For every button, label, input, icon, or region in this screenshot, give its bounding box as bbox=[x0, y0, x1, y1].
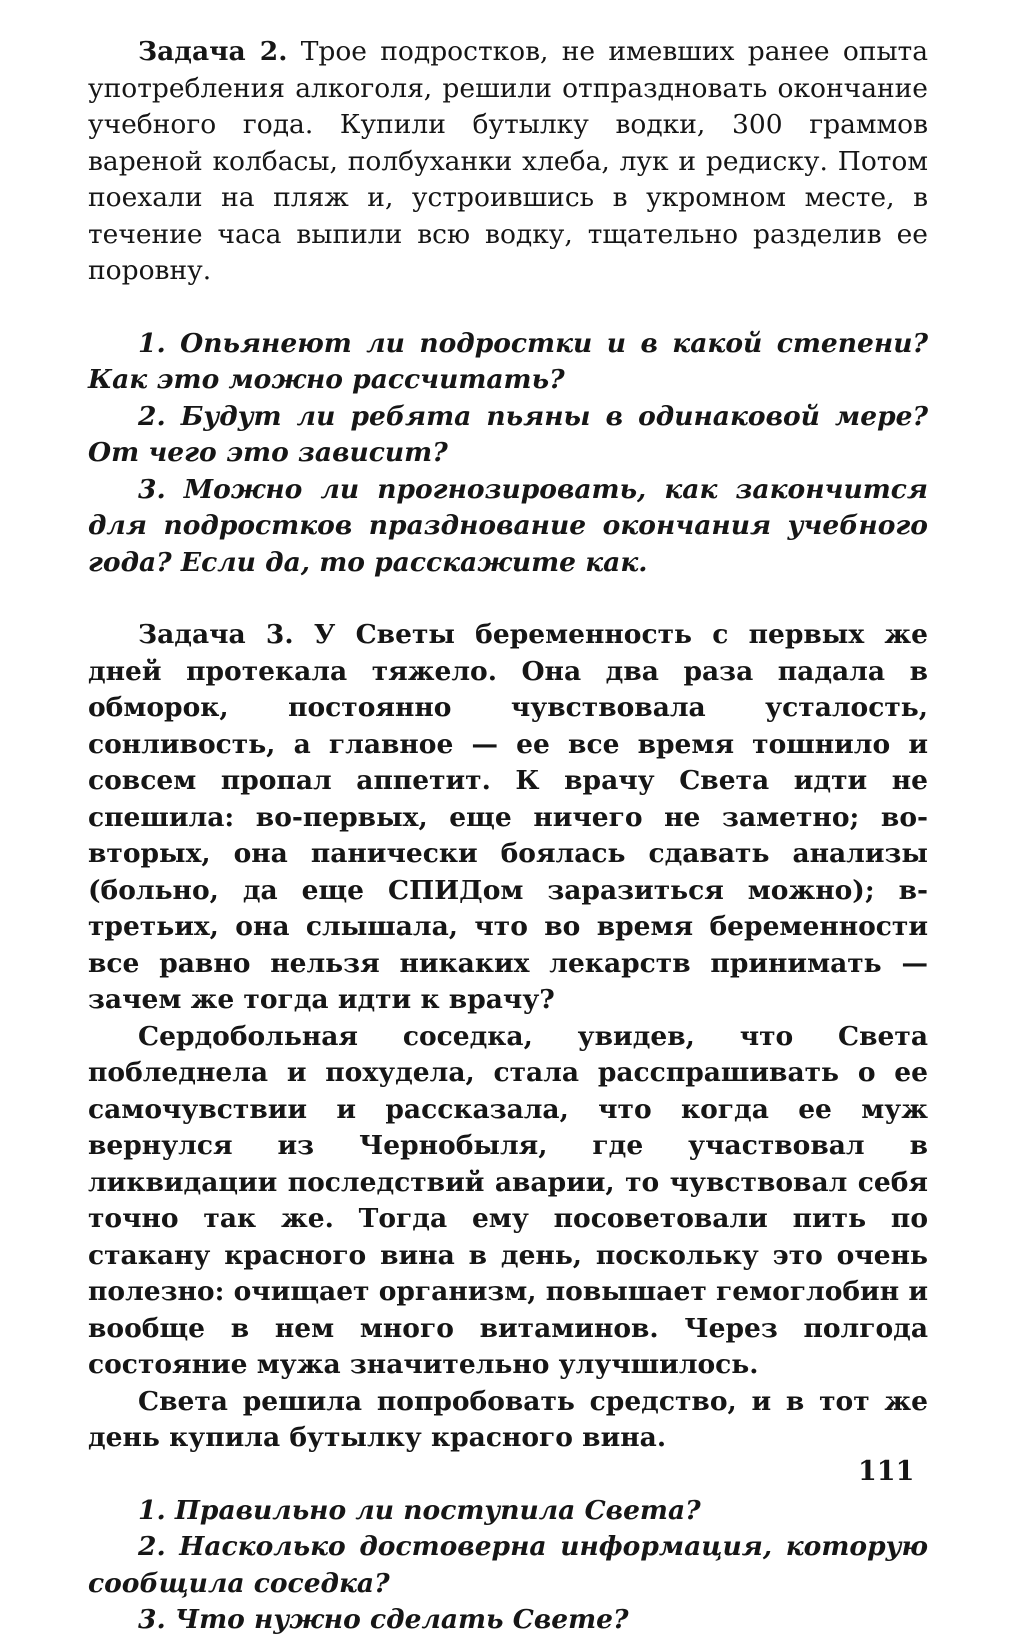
task-3-question-1: 1. Правильно ли поступила Света? bbox=[138, 1494, 701, 1526]
task-2-question-3: 3. Можно ли прогнозировать, как закончится для подростков празднование окончания учебного года? Если да, то расскажите как. bbox=[88, 473, 928, 578]
task-3-title: Задача 3. bbox=[138, 619, 294, 650]
page-number: 111 bbox=[858, 1456, 915, 1487]
task-3-question-3: 3. Что нужно сделать Свете? bbox=[138, 1604, 629, 1635]
task-2-question-2: 2. Будут ли ребята пьяны в одинаковой мере? От чего это зависит? bbox=[88, 400, 928, 468]
task-2-question-1: 1. Опьянеют ли подростки и в какой степени? Как это можно рассчитать? bbox=[88, 327, 928, 395]
spacer bbox=[88, 581, 928, 617]
task-3-text-1: У Светы беременность с первых же дней протекала тяжело. Она два раза падала в обморок, постоянно чувствовала усталость, сонливость, а главное — ее все время тошнило и совсем пропал аппетит. К врачу Света идти не спешила: во-первых, еще ничего не заметно; во-вторых, она панически боялась сдавать анализы (больно, да еще СПИДом заразиться можно); в-третьих, она слышала, что во время беременности все равно нельзя никаких лекарств принимать — зачем же тогда идти к врачу? bbox=[88, 619, 929, 1015]
task-2-text: Трое подростков, не имевших ранее опыта употребления алкоголя, решили отпраздновать окончание учебного года. Купили бутылку водки, 300 граммов вареной колбасы, полбуханки хлеба, лук и редиску. Потом поехали на пляж и, устроившись в укромном месте, в течение часа выпили всю водку, тщательно разделив ее поровну. bbox=[88, 36, 929, 286]
task-3-question-2: 2. Насколько достоверна информация, которую сообщила соседка? bbox=[88, 1531, 928, 1599]
spacer bbox=[88, 1457, 928, 1493]
page-body bbox=[88, 34, 928, 1639]
task-3-paragraph-1 bbox=[88, 617, 928, 1019]
task-3-paragraph-2: Сердобольная соседка, увидев, что Света побледнела и похудела, стала расспрашивать о ее самочувствии и рассказала, что когда ее муж вернулся из Чернобыля, где участвовал в ликвидации последствий аварии, то чувствовал себя точно так же. Тогда ему посоветовали пить по стакану красного вина в день, поскольку это очень полезно: очищает организм, повышает гемоглобин и вообще в нем много витаминов. Через полгода состояние мужа значительно улучшилось. bbox=[88, 1020, 928, 1380]
task-2-title: Задача 2. bbox=[138, 36, 288, 67]
task-2-paragraph bbox=[88, 34, 928, 290]
task-3-paragraph-3: Света решила попробовать средство, и в тот же день купила бутылку красного вина. bbox=[88, 1385, 928, 1453]
spacer bbox=[88, 290, 928, 326]
